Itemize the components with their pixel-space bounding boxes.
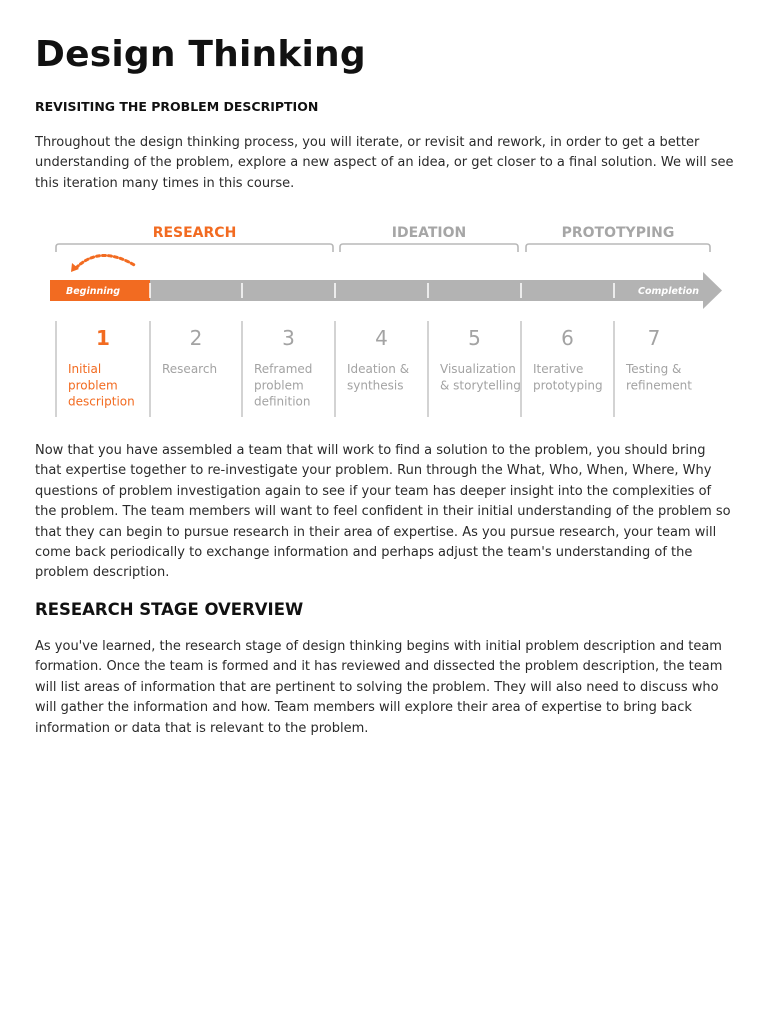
step-6-label-line: prototyping [533, 378, 603, 393]
step-5-label-line: & storytelling [440, 378, 521, 393]
step-3-label-line: definition [254, 394, 311, 409]
step-number-5: 5 [468, 326, 481, 350]
phase-bracket [526, 244, 710, 252]
step-2-label-line: Research [162, 362, 218, 376]
step-1-label-line: Initial [68, 362, 102, 376]
progress-bar-arrowhead [703, 272, 722, 309]
step-7-label-line: Testing & [626, 362, 682, 376]
step-6-label-line: Iterative [533, 362, 584, 376]
step-5-label-line: Visualization [440, 362, 516, 376]
phase-label-prototyping: PROTOTYPING [561, 225, 675, 241]
process-diagram-svg [48, 214, 728, 424]
step-number-1: 1 [96, 326, 110, 350]
step-4-label-line: synthesis [347, 378, 404, 393]
step-number-3: 3 [282, 326, 295, 350]
step-3-label-line: Reframed [254, 362, 313, 376]
research-overview-paragraph: As you've learned, the research stage of design thinking begins with initial problem description and team formation. Once the team is formed and it has reviewed and dissected the problem description, the team will list areas of information that are pertinent to solving the problem. They will also need to discuss who will gather the information and how. Team members will explore their area of expertise to bring back information or data that is relevant to the problem. [35, 639, 723, 736]
step-number-6: 6 [561, 326, 574, 350]
phase-bracket [340, 244, 518, 252]
section-subtitle: REVISITING THE PROBLEM DESCRIPTION [35, 99, 319, 114]
step-7-label-line: refinement [626, 378, 692, 393]
step-number-4: 4 [375, 326, 388, 350]
design-thinking-process-diagram [48, 214, 728, 424]
phase-label-research: RESEARCH [152, 225, 237, 241]
step-3-label-line: problem [254, 378, 304, 393]
iteration-arc [76, 255, 136, 268]
beginning-label: Beginning [66, 286, 121, 297]
step-1-label-line: problem [68, 378, 118, 393]
completion-label: Completion [638, 286, 699, 297]
intro-paragraph: Throughout the design thinking process, you will iterate, or revisit and rework, in order to get a better understanding of the problem, explore a new aspect of an idea, or get closer to a final solution. We will see this iteration many times in this course. [35, 135, 734, 191]
page-title: Design Thinking [35, 34, 366, 75]
step-number-2: 2 [189, 326, 203, 350]
phase-label-ideation: IDEATION [391, 225, 467, 241]
step-1-label-line: description [68, 394, 135, 409]
step-number-7: 7 [647, 326, 661, 350]
step-4-label-line: Ideation & [347, 362, 410, 376]
section-heading: RESEARCH STAGE OVERVIEW [35, 600, 304, 619]
team-paragraph: Now that you have assembled a team that will work to find a solution to the problem, you should bring that expertise together to re-investigate your problem. Run through the What, Who, When, Where, Why questions of problem investigation again to see if your team has deeper insight into the complexities of the problem. The team members will want to feel confident in their initial understanding of the problem so that they can begin to pursue research in their area of expertise. As you pursue research, your team will come back periodically to exchange information and perhaps adjust the team's understanding of the problem description. [35, 443, 731, 581]
phase-bracket [56, 244, 333, 252]
